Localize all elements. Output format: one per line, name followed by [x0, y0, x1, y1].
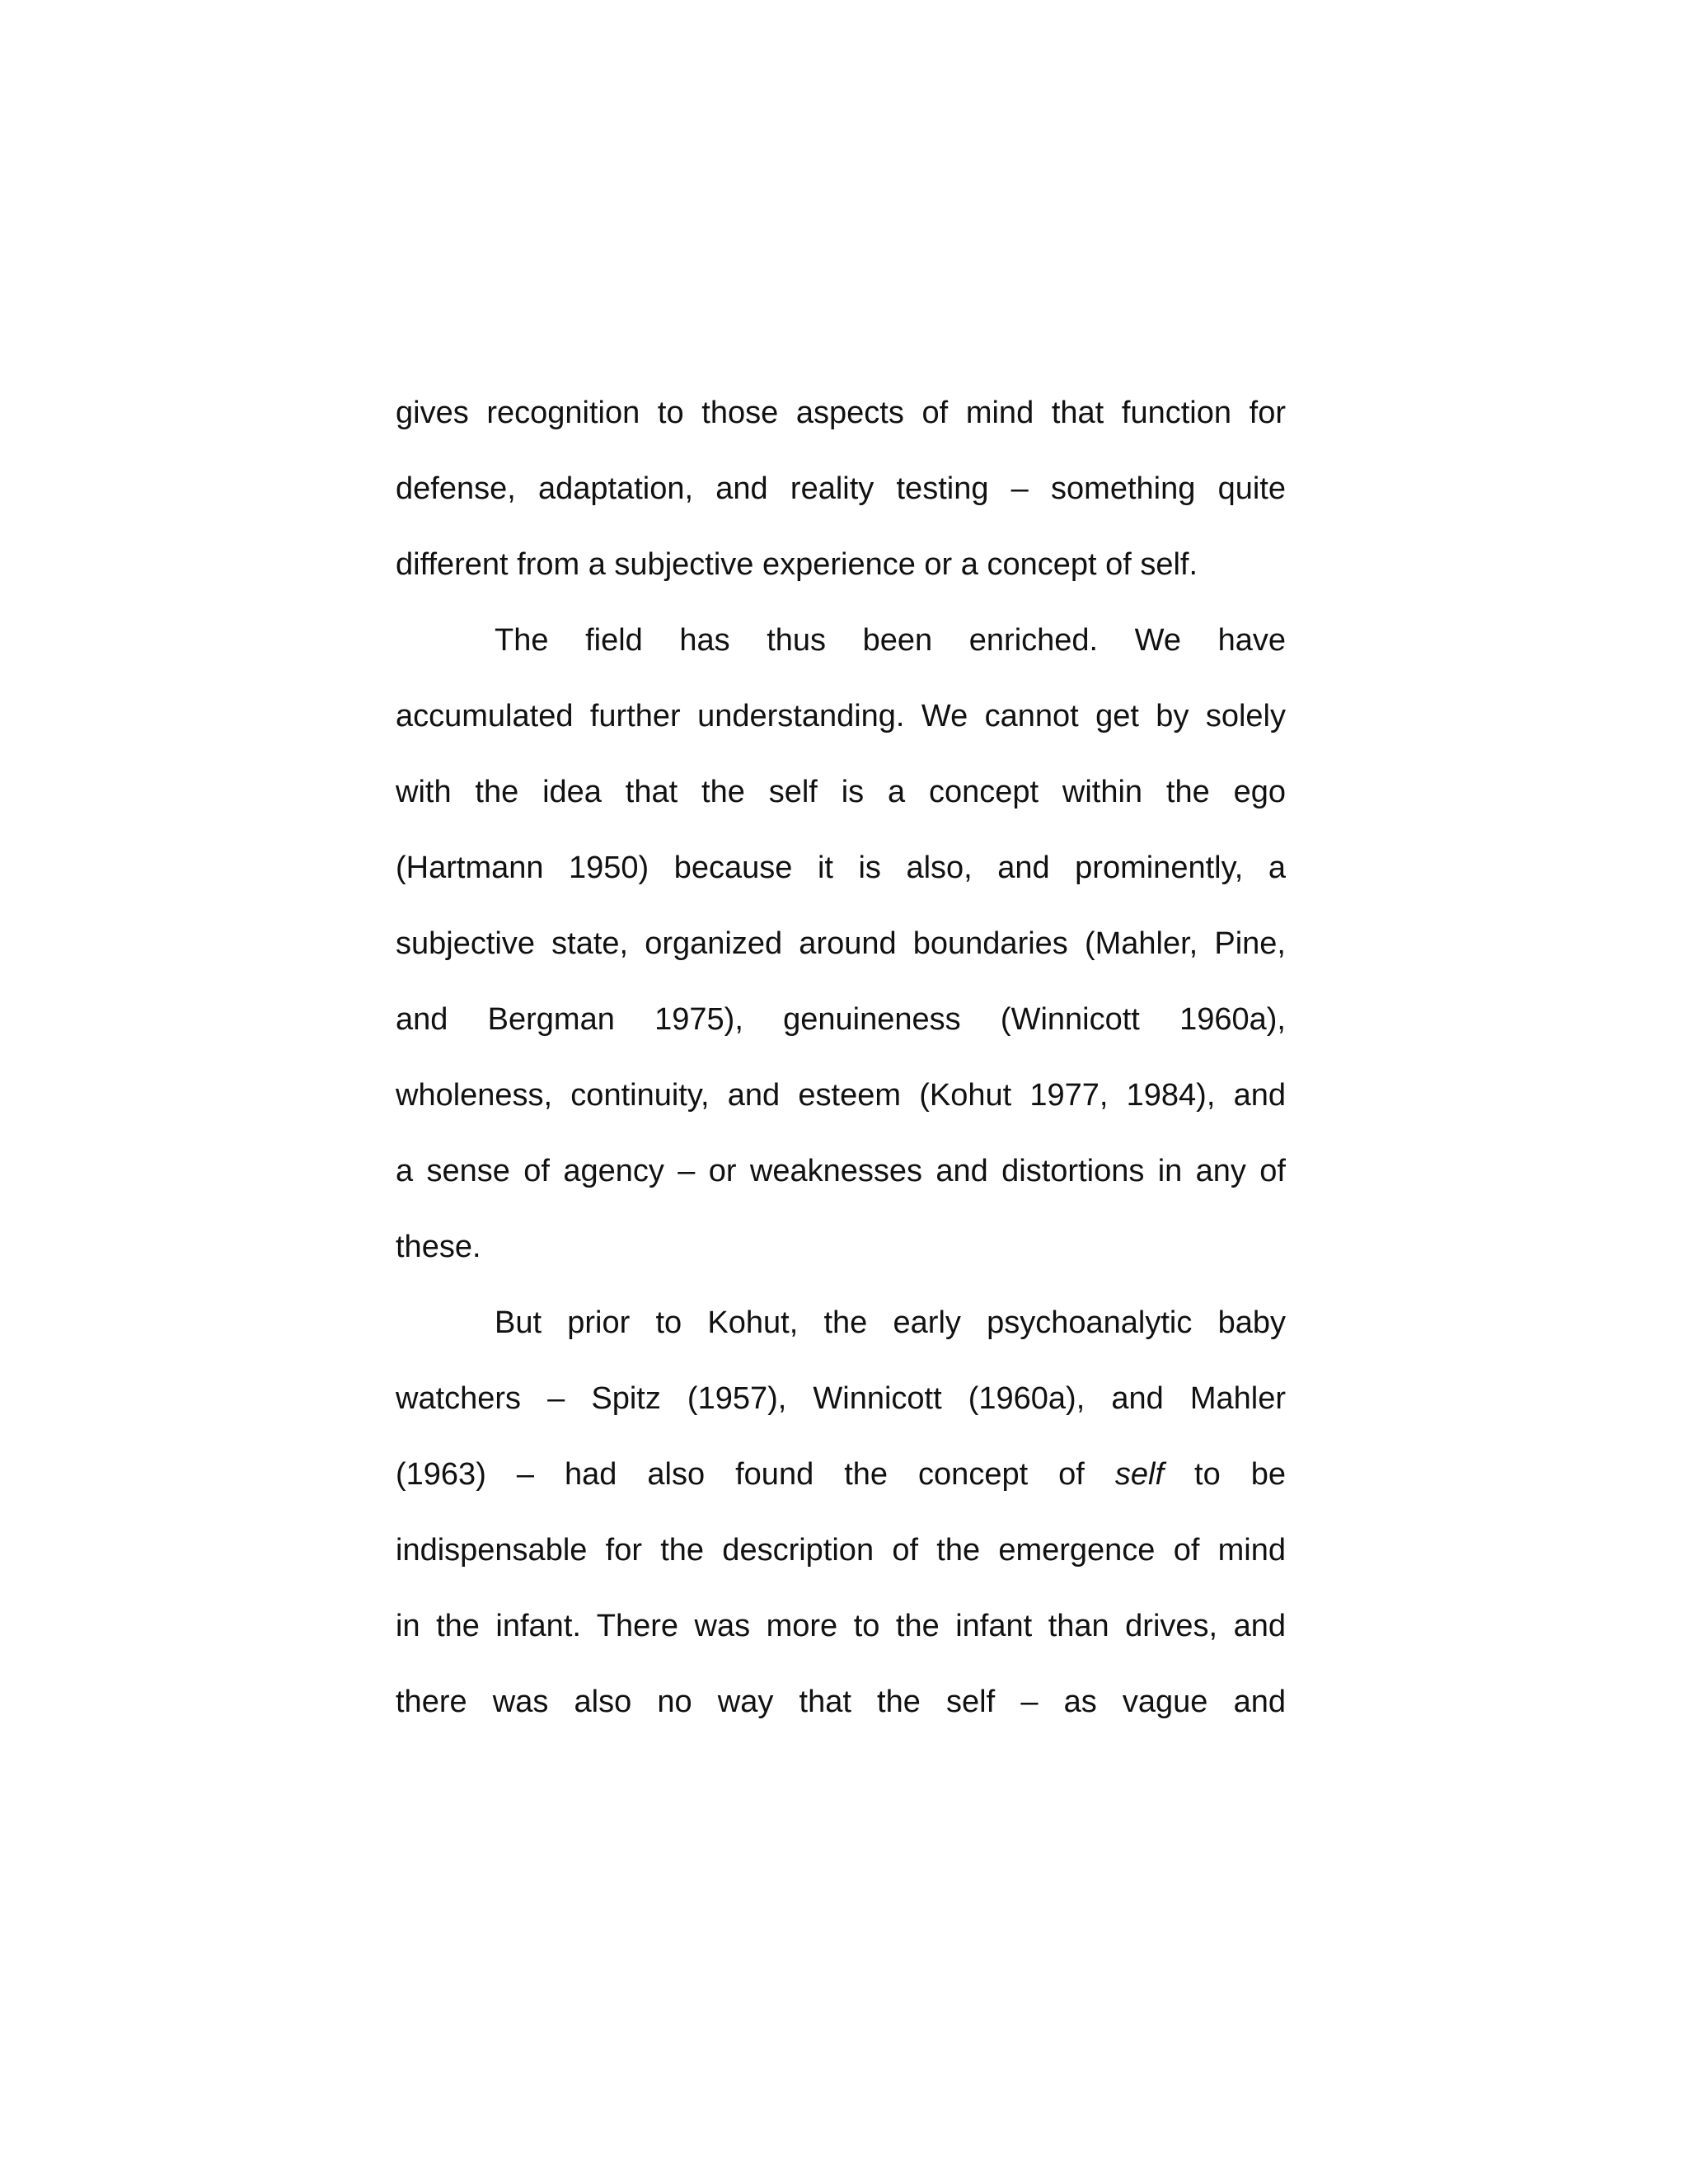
text-line: accumulated further understanding. We cannot get by solely [396, 699, 1286, 733]
text-line: with the idea that the self is a concept within the ego [396, 775, 1286, 809]
text-line: watchers – Spitz (1957), Winnicott (1960a), and Mahler [396, 1381, 1286, 1416]
text-line: different from a subjective experience or a concept of self. [396, 547, 1198, 582]
text-line: (Hartmann 1950) because it is also, and prominently, a [396, 851, 1286, 885]
text-line: wholeness, continuity, and esteem (Kohut 1977, 1984), and [396, 1078, 1286, 1113]
text-line: a sense of agency – or weaknesses and distortions in any of [396, 1154, 1286, 1188]
text-line: these. [396, 1230, 481, 1264]
text-segment: to be [1194, 1457, 1286, 1492]
text-segment: (1963) – had also found the concept of [396, 1457, 1085, 1492]
text-line: indispensable for the description of the emergence of mind [396, 1533, 1286, 1568]
text-line: subjective state, organized around boundaries (Mahler, Pine, [396, 926, 1286, 961]
text-line-with-italic [396, 1449, 1286, 1525]
text-line: gives recognition to those aspects of mind that function for [396, 396, 1286, 430]
text-line: and Bergman 1975), genuineness (Winnicott 1960a), [396, 1002, 1286, 1037]
italic-term: self [1114, 1457, 1165, 1492]
text-line: there was also no way that the self – as vague and [396, 1685, 1286, 1719]
body-text [396, 387, 1286, 1752]
paragraph-first-line: But prior to Kohut, the early psychoanalytic baby [495, 1305, 1286, 1340]
text-line: defense, adaptation, and reality testing – something quite [396, 471, 1286, 506]
paragraph-first-line: The field has thus been enriched. We have [495, 623, 1286, 658]
text-line: in the infant. There was more to the infant than drives, and [396, 1609, 1286, 1643]
